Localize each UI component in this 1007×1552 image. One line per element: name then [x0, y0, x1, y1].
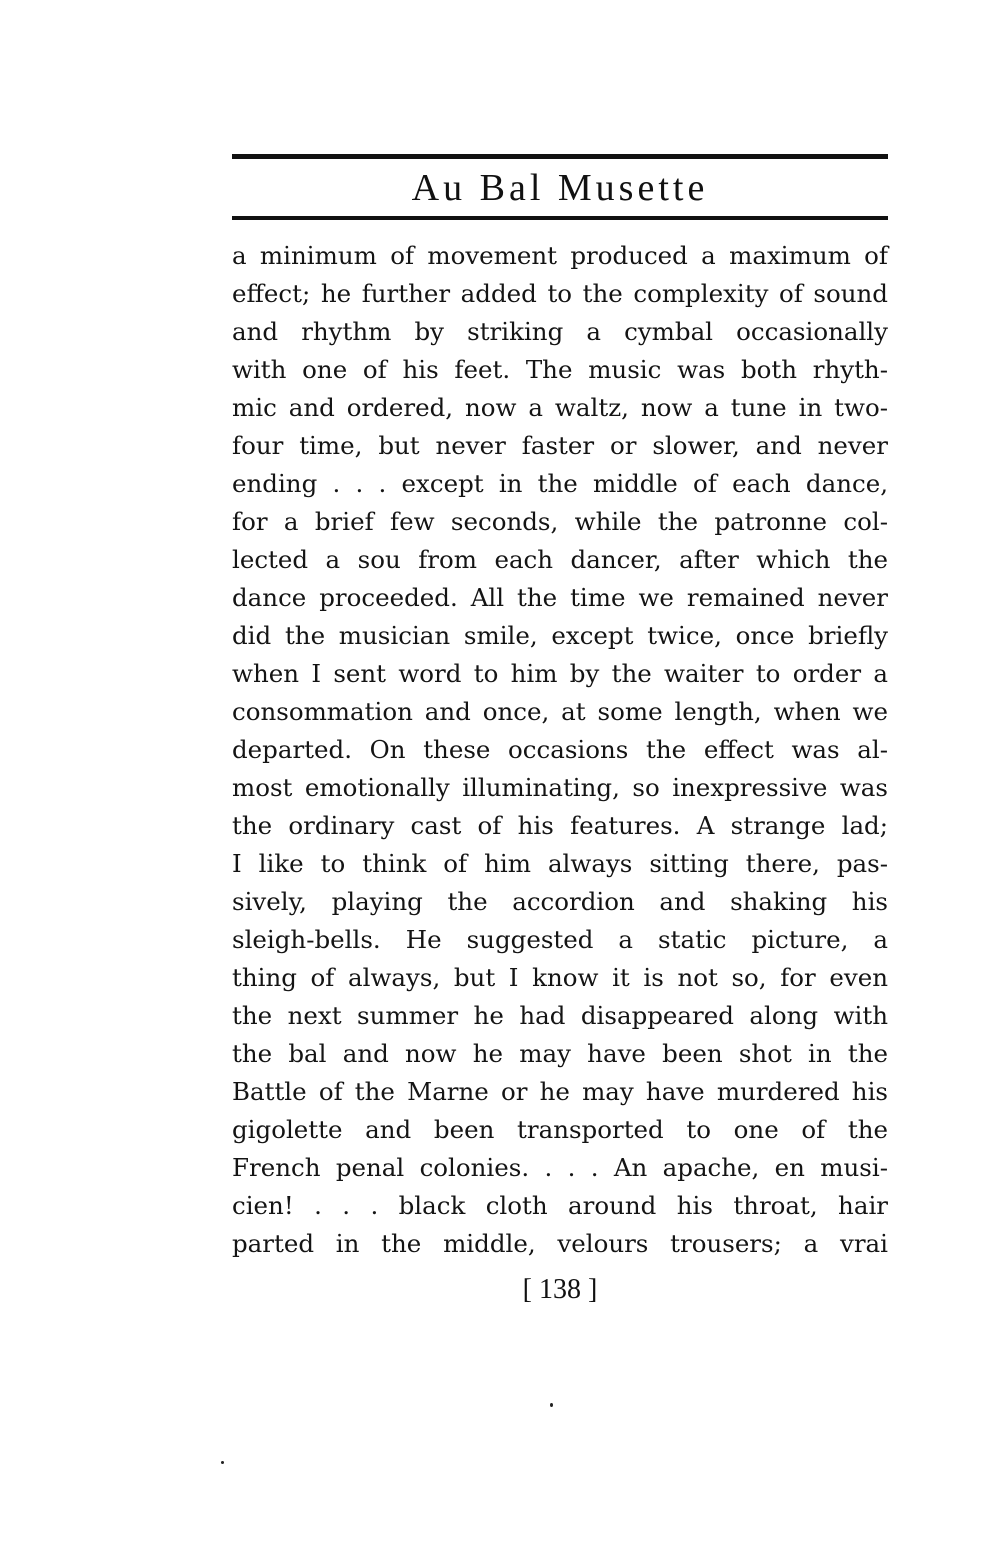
text-line: effect; he further added to the complexity of sound [232, 279, 888, 308]
text-line: did the musician smile, except twice, once briefly [232, 621, 888, 650]
text-line: ending . . . except in the middle of each dance, [232, 469, 888, 498]
text-line: the next summer he had disappeared along with [232, 1001, 888, 1030]
page-number: [ 138 ] [522, 1274, 598, 1305]
text-line: French penal colonies. . . . An apache, en musi- [232, 1153, 888, 1182]
text-line: with one of his feet. The music was both rhyth- [232, 355, 888, 384]
text-line: dance proceeded. All the time we remained never [232, 583, 888, 612]
text-line: when I sent word to him by the waiter to order a [232, 659, 888, 688]
scan-speck [550, 1403, 553, 1407]
text-line: the bal and now he may have been shot in the [232, 1039, 888, 1068]
text-line: cien! . . . black cloth around his throat, hair [232, 1191, 888, 1220]
text-line: for a brief few seconds, while the patronne col- [232, 507, 888, 536]
text-line: most emotionally illuminating, so inexpressive was [232, 773, 888, 802]
text-line: departed. On these occasions the effect was al- [232, 735, 888, 764]
text-line: gigolette and been transported to one of the [232, 1115, 888, 1144]
text-line: consommation and once, at some length, when we [232, 697, 888, 726]
scan-speck [221, 1461, 224, 1464]
text-line: the ordinary cast of his features. A strange lad; [232, 811, 888, 840]
running-title: Au Bal Musette [411, 167, 709, 209]
text-line: parted in the middle, velours trousers; a vrai [232, 1229, 888, 1258]
header-rule-top [232, 154, 888, 159]
text-line: sively, playing the accordion and shaking his [232, 887, 888, 916]
text-line: and rhythm by striking a cymbal occasionally [232, 317, 888, 346]
text-line: thing of always, but I know it is not so, for even [232, 963, 888, 992]
text-line: a minimum of movement produced a maximum of [232, 241, 888, 270]
text-line: Battle of the Marne or he may have murdered his [232, 1077, 888, 1106]
text-line: mic and ordered, now a waltz, now a tune in two- [232, 393, 888, 422]
text-line: I like to think of him always sitting there, pas- [232, 849, 888, 878]
text-line: four time, but never faster or slower, and never [232, 431, 888, 460]
body-text [232, 237, 888, 1263]
text-line: sleigh-bells. He suggested a static picture, a [232, 925, 888, 954]
text-line: lected a sou from each dancer, after which the [232, 545, 888, 574]
header-rule-bottom [232, 216, 888, 220]
